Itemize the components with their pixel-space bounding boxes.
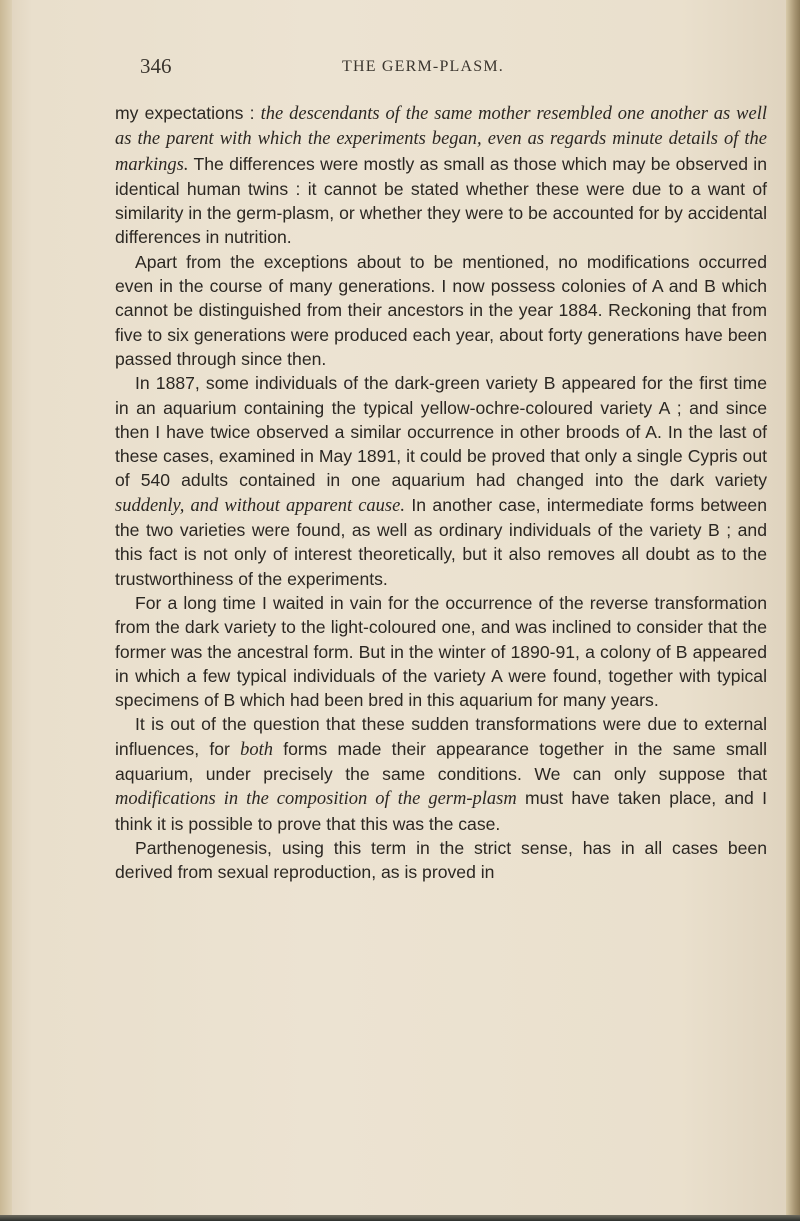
text-segment: forms made their appearance together in the same small aquarium, under precisely the same conditions. We can only suppose that bbox=[115, 738, 768, 785]
italic-segment: suddenly, and without apparent cause. bbox=[115, 495, 405, 516]
paragraph-3 bbox=[115, 371, 767, 591]
italic-segment: both bbox=[240, 739, 273, 760]
page-number: 346 bbox=[140, 54, 172, 78]
text-segment: must have taken place, and I think it is possible to prove that this was the case. bbox=[115, 788, 767, 834]
paragraph-6 bbox=[115, 836, 767, 885]
text-segment: Apart from the exceptions about to be mentioned, no modifications occurred even in the course of many generations. I now possess colonies of A and B which cannot be distinguished from their ancestors in the year 1884. Reckoning that from five to six generations were produced each year, about forty generations have been passed through since then. bbox=[115, 251, 767, 369]
text-segment: The differences were mostly as small as those which may be observed in identical human twins : it cannot be stated whether these were due to a want of similarity in the germ-plasm, or whether they were to be accounted for by accidental differences in nutrition. bbox=[115, 153, 767, 248]
page-binding-right bbox=[786, 0, 800, 1221]
text-segment: my expectations : bbox=[115, 103, 261, 123]
page-bottom-edge bbox=[0, 1215, 800, 1221]
italic-segment: modifications in the composition of the germ-plasm bbox=[115, 789, 517, 810]
paragraph-1 bbox=[115, 101, 767, 250]
text-segment: For a long time I waited in vain for the occurrence of the reverse transformation from the dark variety to the light-coloured one, and was inclined to consider that the former was the ancestral form. But in the winter of 1890-91, a colony of B appeared in which a few typical individuals of the variety A were found, together with typical specimens of B which had been bred in this aquarium for many years. bbox=[115, 592, 767, 711]
paragraph-5 bbox=[115, 712, 767, 835]
paragraph-2 bbox=[115, 250, 767, 371]
body-text bbox=[115, 101, 767, 885]
running-head: THE GERM-PLASM. bbox=[342, 58, 505, 75]
text-segment: Parthenogenesis, using this term in the strict sense, has in all cases been derived from sexual reproduction, as is proved in bbox=[115, 837, 767, 883]
text-segment: In 1887, some individuals of the dark-green variety B appeared for the first time in an aquarium containing the typical yellow-ochre-coloured variety A ; and since then I have twice observed a similar occurrence in other broods of A. In the last of these cases, examined in May 1891, it could be proved that only a single Cypris out of 540 adults contained in one aquarium had changed into the dark variety bbox=[115, 373, 767, 491]
text-segment: In another case, intermediate forms between the two varieties were found, as well as ordinary individuals of the variety B ; and this fact is not only of interest theoretically, but it also removes all doubt as to the trustworthiness of the experiments. bbox=[115, 494, 767, 589]
text-segment: It is out of the question that these sudden transformations were due to external influences, for bbox=[115, 714, 767, 759]
page-header bbox=[140, 54, 780, 84]
paragraph-4 bbox=[115, 591, 767, 712]
page-binding-left bbox=[0, 0, 12, 1221]
italic-segment: the descendants of the same mother resembled one another as well as the parent with which the experiments began, even as regards minute details of the markings. bbox=[115, 104, 767, 175]
